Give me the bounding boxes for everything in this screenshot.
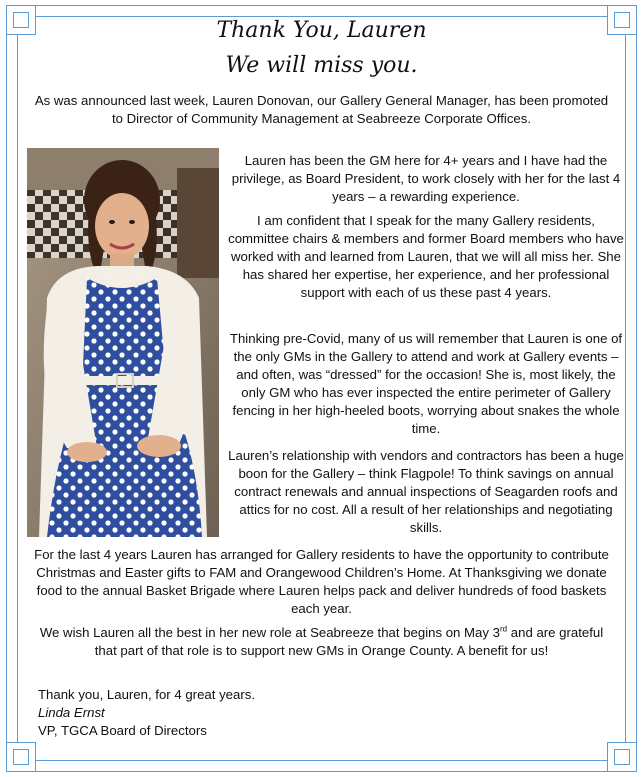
- intro-paragraph: As was announced last week, Lauren Donovan, our Gallery General Manager, has been promoted to Director of Community Management at Seabreeze Corporate Offices.: [34, 93, 609, 126]
- paragraph-vendor-relationships: Lauren’s relationship with vendors and contractors has been a huge boon for the Gallery – think Flagpole! To think savings on annual contract renewals and annual inspections of Seagarden roofs and attics for no cost. All a result of her relationships and negotiating skills.: [228, 448, 624, 535]
- paragraph-shared-expertise: I am confident that I speak for the many Gallery residents, committee chairs & members and former Board members who have worked with and learned from Lauren, that we will all miss her. She has shared her expertise, her experience, and her professional support with each of us these past 4 years.: [228, 213, 624, 300]
- paragraph-gm-tenure: Lauren has been the GM here for 4+ years and I have had the privilege, as Board President, to work closely with her for the last 4 years – a rewarding experience.: [231, 153, 621, 204]
- page-subtitle: We will miss you.: [225, 53, 418, 78]
- closing-block: [38, 686, 255, 740]
- best-wishes-text-start: We wish Lauren all the best in her new role at Seabreeze that begins on May 3: [39, 625, 500, 640]
- ordinal-suffix: rd: [499, 624, 508, 634]
- page-title: Thank You, Lauren: [216, 18, 427, 43]
- paragraph-gallery-events: Thinking pre-Covid, many of us will remember that Lauren is one of the only GMs in the Gallery to attend and work at Gallery events – and often, was “dressed” for the occasion! She is, most likely, the only GM who has ever inspected the entire perimeter of Gallery fencing in her high-heeled boots, worrying about snakes the whole time.: [229, 331, 623, 436]
- paragraph-charity: For the last 4 years Lauren has arranged for Gallery residents to have the opportunity to contribute Christmas and Easter gifts to FAM and Orangewood Children’s Home. At Thanksgiving we donate food to the annual Basket Brigade where Lauren helps pack and deliver hundreds of food baskets each year.: [34, 547, 609, 616]
- signature-name: Linda Ernst: [38, 705, 105, 720]
- signature-role: VP, TGCA Board of Directors: [38, 723, 207, 738]
- best-wishes-text-end: and are grateful that part of that role is to support new GMs in Orange County. A benefit for us!: [94, 625, 604, 658]
- closing-thanks: Thank you, Lauren, for 4 great years.: [38, 687, 255, 702]
- corner-ornament-bottom-right: [607, 742, 637, 772]
- portrait-photo: [27, 148, 219, 537]
- paragraph-best-wishes: [34, 624, 609, 660]
- corner-ornament-bottom-left: [6, 742, 36, 772]
